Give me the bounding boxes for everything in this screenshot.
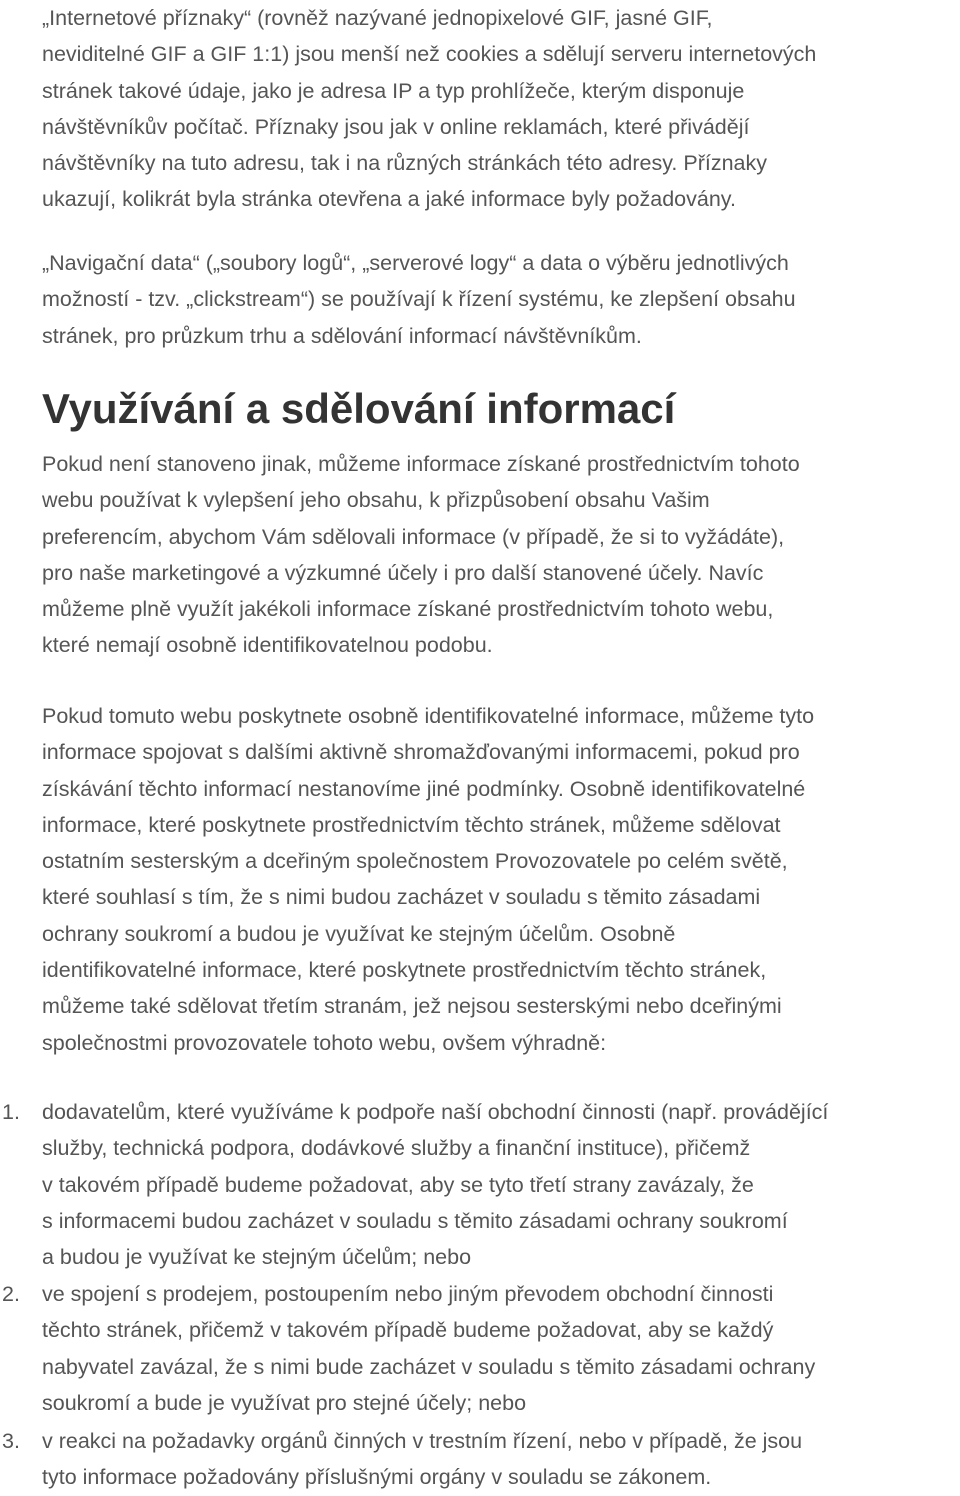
text-line: můžeme plně využít jakékoli informace získané prostřednictvím tohoto webu, [42,597,774,622]
list-number: 3. [2,1429,20,1453]
text-line: soukromí a bude je využívat pro stejné účely; nebo [42,1390,527,1415]
text-line: s informacemi budou zacházet v souladu s těmito zásadami ochrany soukromí [42,1208,788,1233]
text-line: neviditelné GIF a GIF 1:1) jsou menší než cookies a sdělují serveru internetových [42,42,817,67]
text-line: informace, které poskytnete prostřednictvím těchto stránek, můžeme sdělovat [42,812,781,837]
text-line: návštěvníkův počítač. Příznaky jsou jak v online reklamách, které přivádějí [42,114,750,139]
paragraph-internet-signals [42,0,954,218]
text-line: v takovém případě budeme požadovat, aby se tyto třetí strany zavázaly, že [42,1172,754,1197]
text-line: Pokud tomuto webu poskytnete osobně identifikovatelné informace, můžeme tyto [42,704,815,728]
text-line: nabyvatel zavázal, že s nimi bude zacházet v souladu s těmito zásadami ochrany [42,1354,816,1379]
paragraph-personal-information [42,698,954,1061]
text-line: možností - tzv. „clickstream“) se používají k řízení systému, ke zlepšení obsahu [42,287,796,312]
text-line: které souhlasí s tím, že s nimi budou zacházet v souladu s těmito zásadami [42,885,761,910]
text-line: ochrany soukromí a budou je využívat ke stejným účelům. Osobně [42,921,676,946]
text-line: ukazují, kolikrát byla stránka otevřena a jaké informace byly požadovány. [42,187,736,212]
text-line: Pokud není stanoveno jinak, můžeme informace získané prostřednictvím tohoto [42,452,800,476]
text-line: v reakci na požadavky orgánů činných v trestním řízení, nebo v případě, že jsou [42,1429,803,1453]
text-line: dodavatelům, které využíváme k podpoře naší obchodní činnosti (např. provádějící [42,1100,829,1124]
text-line: společnostmi provozovatele tohoto webu, ovšem výhradně: [42,1030,607,1055]
section-heading: Využívání a sdělování informací [42,385,676,432]
text-line: pro naše marketingové a výzkumné účely i pro další stanovené účely. Navíc [42,560,764,585]
text-line: ve spojení s prodejem, postoupením nebo jiným převodem obchodní činnosti [42,1282,774,1306]
list-number: 2. [2,1282,20,1306]
text-line: „Navigační data“ („soubory logů“, „serverové logy“ a data o výběru jednotlivých [42,251,789,275]
text-line: můžeme také sdělovat třetím stranám, jež nejsou sesterskými nebo dceřinými [42,994,782,1019]
text-line: návštěvníky na tuto adresu, tak i na různých stránkách této adresy. Příznaky [42,151,767,176]
text-line: „Internetové příznaky“ (rovněž nazývané jednopixelové GIF, jasné GIF, [42,6,713,30]
text-line: stránek takové údaje, jako je adresa IP a typ prohlížeče, kterým disponuje [42,78,745,103]
text-line: webu používat k vylepšení jeho obsahu, k přizpůsobení obsahu Vašim [42,488,710,513]
text-line: které nemají osobně identifikovatelnou podobu. [42,633,493,658]
text-line: služby, technická podpora, dodávkové služby a finanční instituce), přičemž [42,1136,751,1161]
text-line: informace spojovat s dalšími aktivně shromažďovanými informacemi, pokud pro [42,740,800,765]
list-item-text [42,1423,960,1496]
text-line: ostatním sesterským a dceřiným společnostem Provozovatele po celém světě, [42,849,788,874]
text-line: identifikovatelné informace, které poskytnete prostřednictvím těchto stránek, [42,958,767,983]
list-number: 1. [2,1100,20,1124]
text-line: stránek, pro průzkum trhu a sdělování informací návštěvníkům. [42,323,642,348]
text-line: získávání těchto informací nestanovíme jiné podmínky. Osobně identifikovatelné [42,776,806,801]
text-line: těchto stránek, přičemž v takovém případě budeme požadovat, aby se každý [42,1318,774,1343]
paragraph-navigation-data [42,245,954,354]
list-item-text [42,1276,960,1421]
text-line: tyto informace požadovány příslušnými orgány v souladu se zákonem. [42,1465,712,1490]
paragraph-use-of-information [42,446,954,664]
list-item-text [42,1094,960,1275]
text-line: a budou je využívat ke stejným účelům; nebo [42,1245,472,1270]
text-line: preferencím, abychom Vám sdělovali informace (v případě, že si to vyžádáte), [42,524,785,549]
